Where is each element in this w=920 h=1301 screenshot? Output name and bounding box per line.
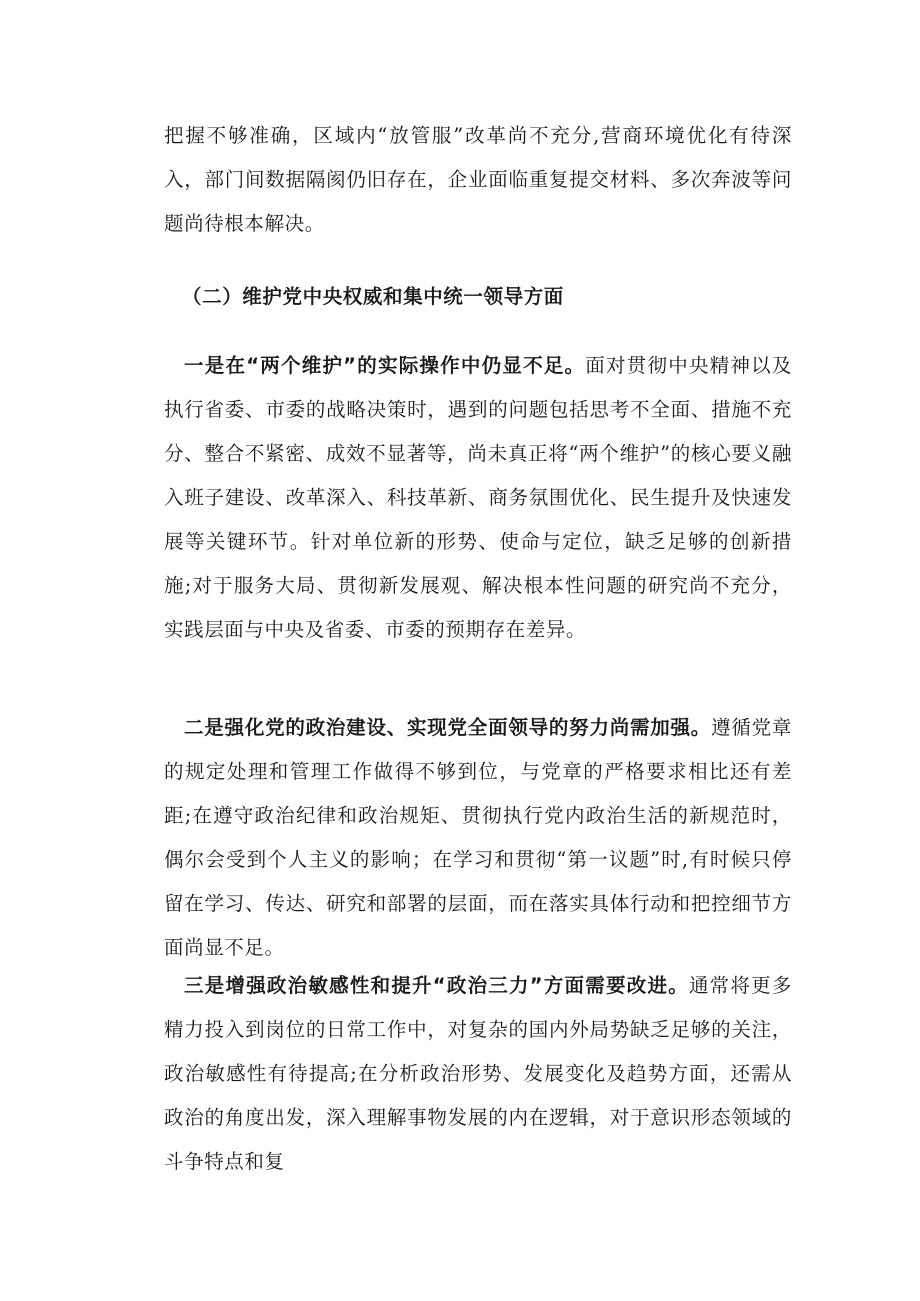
paragraph-two-lead: 二是强化党的政治建设、实现党全面领导的努力尚需加强。 <box>184 716 712 739</box>
section-heading: （二）维护党中央权威和集中统一领导方面 <box>182 285 564 308</box>
continuation-paragraph: 把握不够准确，区域内“放管服”改革尚不充分,营商环境优化有待深入，部门间数据隔阂仍旧存在，企业面临重复提交材料、多次奔波等问题尚待根本解决。 <box>164 124 792 235</box>
paragraph-one-body: 面对贯彻中央精神以及执行省委、市委的战略决策时，遇到的问题包括思考不全面、措施不充分、整合不紧密、成效不显著等，尚未真正将“两个维护”的核心要义融入班子建设、改革深入、科技革新、商务氛围优化、民生提升及快速发展等关键环节。针对单位新的形势、使命与定位，缺乏足够的创新措施;对于服务大局、贯彻新发展观、解决根本性问题的研究尚不充分，实践层面与中央及省委、市委的预期存在差异。 <box>164 354 792 641</box>
paragraph-three <box>164 964 792 1184</box>
paragraph-one-lead: 一是在“两个维护”的实际操作中仍显不足。 <box>184 354 586 377</box>
paragraph-three-body: 通常将更多精力投入到岗位的日常工作中，对复杂的国内外局势缺乏足够的关注，政治敏感性有待提高;在分析政治形势、发展变化及趋势方面，还需从政治的角度出发，深入理解事物发展的内在逻辑，对于意识形态领域的斗争特点和复 <box>164 974 792 1173</box>
paragraph-three-lead: 三是增强政治敏感性和提升“政治三力”方面需要改进。 <box>184 974 689 997</box>
paragraph-two <box>164 706 792 970</box>
paragraph-two-body: 遵循党章的规定处理和管理工作做得不够到位，与党章的严格要求相比还有差距;在遵守政治纪律和政治规矩、贯彻执行党内政治生活的新规范时，偶尔会受到个人主义的影响；在学习和贯彻“第一议题”时,有时候只停留在学习、传达、研究和部署的层面，而在落实具体行动和把控细节方面尚显不足。 <box>164 716 792 959</box>
paragraph-one <box>164 344 792 652</box>
